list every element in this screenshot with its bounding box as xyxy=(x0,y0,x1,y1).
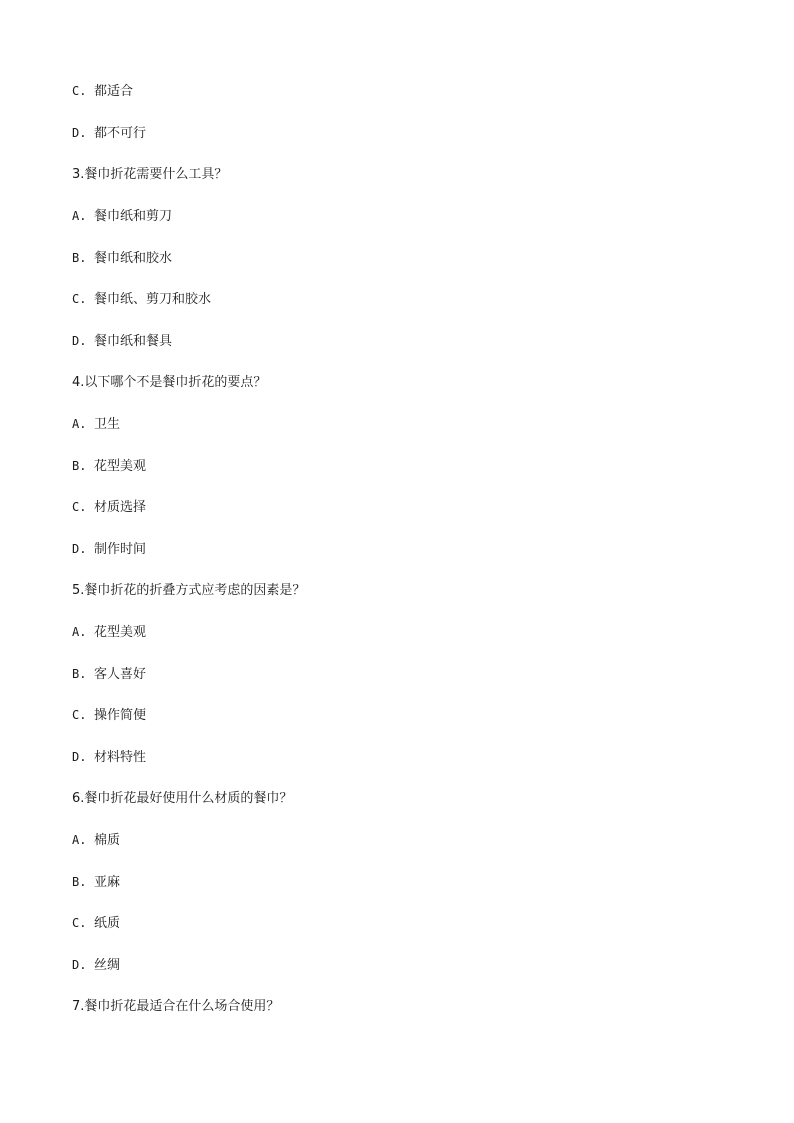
option-letter: D. xyxy=(72,750,87,764)
option-text: 材质选择 xyxy=(94,500,147,515)
option-letter: D. xyxy=(72,126,87,140)
option-letter: A. xyxy=(72,417,87,431)
question-line xyxy=(72,581,305,601)
question-text: 3.餐巾折花需要什么工具？ xyxy=(72,167,228,182)
question-line xyxy=(72,165,227,185)
option-text: 亚麻 xyxy=(94,875,121,890)
option-letter: A. xyxy=(72,833,87,847)
option-line xyxy=(72,913,120,933)
option-line xyxy=(72,123,146,143)
option-letter: A. xyxy=(72,209,87,223)
option-line xyxy=(72,206,172,226)
option-line xyxy=(72,81,133,101)
option-letter: C. xyxy=(72,916,87,930)
option-text: 材料特性 xyxy=(94,750,147,765)
option-line xyxy=(72,289,211,309)
option-letter: B. xyxy=(72,251,87,265)
option-text: 纸质 xyxy=(94,916,121,931)
option-text: 花型美观 xyxy=(94,459,147,474)
option-line xyxy=(72,955,120,975)
option-letter: C. xyxy=(72,500,87,514)
option-line xyxy=(72,248,172,268)
option-text: 餐巾纸、剪刀和胶水 xyxy=(94,292,212,307)
option-letter: D. xyxy=(72,334,87,348)
option-letter: B. xyxy=(72,875,87,889)
question-text: 6.餐巾折花最好使用什么材质的餐巾？ xyxy=(72,791,293,806)
option-line xyxy=(72,331,172,351)
option-letter: B. xyxy=(72,667,87,681)
option-letter: C. xyxy=(72,84,87,98)
option-text: 都适合 xyxy=(94,84,134,99)
option-text: 操作简便 xyxy=(94,708,147,723)
question-text: 4.以下哪个不是餐巾折花的要点？ xyxy=(72,375,267,390)
option-letter: A. xyxy=(72,625,87,639)
option-line xyxy=(72,705,146,725)
option-text: 棉质 xyxy=(94,833,121,848)
option-letter: C. xyxy=(72,708,87,722)
option-letter: C. xyxy=(72,292,87,306)
option-line xyxy=(72,664,146,684)
question-line xyxy=(72,789,292,809)
option-text: 客人喜好 xyxy=(94,667,147,682)
option-text: 制作时间 xyxy=(94,542,147,557)
option-text: 花型美观 xyxy=(94,625,147,640)
option-line xyxy=(72,539,146,559)
option-text: 都不可行 xyxy=(94,126,147,141)
option-text: 餐巾纸和餐具 xyxy=(94,334,173,349)
option-text: 卫生 xyxy=(94,417,121,432)
option-text: 丝绸 xyxy=(94,958,121,973)
question-line xyxy=(72,373,266,393)
option-letter: B. xyxy=(72,459,87,473)
option-letter: D. xyxy=(72,958,87,972)
option-line xyxy=(72,622,146,642)
option-line xyxy=(72,456,146,476)
option-line xyxy=(72,497,146,517)
option-text: 餐巾纸和胶水 xyxy=(94,251,173,266)
option-line xyxy=(72,414,120,434)
option-line xyxy=(72,872,120,892)
option-line xyxy=(72,747,146,767)
option-line xyxy=(72,830,120,850)
question-text: 7.餐巾折花最适合在什么场合使用？ xyxy=(72,999,280,1014)
question-line xyxy=(72,997,279,1017)
option-letter: D. xyxy=(72,542,87,556)
question-text: 5.餐巾折花的折叠方式应考虑的因素是？ xyxy=(72,583,306,598)
option-text: 餐巾纸和剪刀 xyxy=(94,209,173,224)
